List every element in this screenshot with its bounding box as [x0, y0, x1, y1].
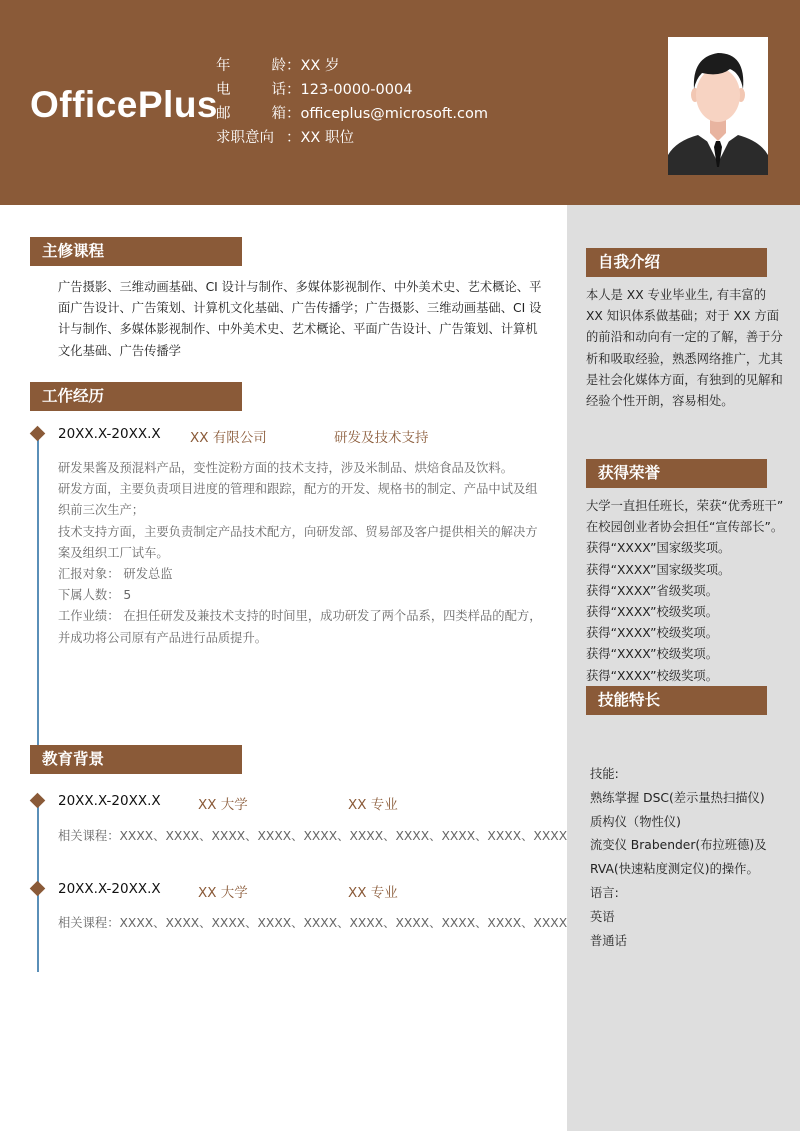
- education-major: XX 专业: [348, 885, 398, 901]
- education-school: XX 大学: [198, 797, 248, 813]
- list-item: 技能:: [590, 767, 619, 781]
- avatar: [668, 37, 768, 175]
- intro-text: 本人是 XX 专业毕业生, 有丰富的 XX 知识体系做基础；对于 XX 方面的前沿和动向有一定的了解，善于分析和吸取经验，熟悉网络推广，尤其是社会化媒体方面，有独到的见解和经验个性开朗，容易相处。: [586, 288, 783, 409]
- list-item: 技术支持方面，主要负责制定产品技术配方，向研发部、贸易部及客户提供相关的解决方案及组织工厂试车。: [58, 524, 538, 560]
- work-timeline: [37, 436, 39, 751]
- list-item: 工作业绩： 在担任研发及兼技术支持的时间里，成功研发了两个品系，四类样品的配方，并成功将公司原有产品进行品质提升。: [58, 609, 542, 645]
- list-item: 获得“XXXX”国家级奖项。: [586, 562, 731, 577]
- list-item: 获得“XXXX”校级奖项。: [586, 605, 719, 620]
- education-courses: 相关课程：XXXX、XXXX、XXXX、XXXX、XXXX、XXXX、XXXX、XXXX、XXXX、XXXX: [58, 916, 568, 930]
- education-title: 教育背景: [30, 745, 242, 774]
- list-item: 下属人数： 5: [58, 588, 132, 603]
- list-item: 研发方面，主要负责项目进度的管理和跟踪，配方的开发、规格书的制定、产品中试及组织前三次生产；: [58, 482, 538, 518]
- info-row-objective: [216, 124, 488, 148]
- diamond-icon: [30, 881, 46, 897]
- honors-list: [586, 496, 784, 687]
- work-period: 20XX.X-20XX.X: [58, 426, 161, 442]
- contact-info: [216, 52, 488, 148]
- honors-title: 获得荣誉: [586, 459, 767, 488]
- list-item: 获得“XXXX”校级奖项。: [586, 668, 719, 683]
- info-label-age: 年 龄: [216, 57, 286, 74]
- info-label-objective: 求职意向: [216, 129, 274, 146]
- diamond-icon: [30, 426, 46, 442]
- list-item: 质构仪（物性仪): [590, 814, 681, 829]
- list-item: 获得“XXXX”国家级奖项。: [586, 541, 731, 556]
- work-position: 研发及技术支持: [334, 430, 429, 446]
- list-item: 语言:: [590, 885, 619, 900]
- skills-list: [590, 763, 780, 953]
- education-school: XX 大学: [198, 885, 248, 901]
- list-item: 熟练掌握 DSC(差示量热扫描仪): [590, 790, 765, 805]
- list-item: 在校园创业者协会担任“宣传部长”。: [586, 520, 784, 535]
- work-description: [58, 458, 546, 649]
- info-value-objective: ：XX 职位: [286, 129, 354, 146]
- education-period: 20XX.X-20XX.X: [58, 881, 161, 897]
- info-label-email: 邮 箱: [216, 105, 286, 122]
- education-major: XX 专业: [348, 797, 398, 813]
- info-value-age: ：XX 岁: [286, 57, 340, 74]
- info-row-email: [216, 100, 488, 124]
- person-icon: [668, 37, 768, 175]
- skills-title: 技能特长: [586, 686, 767, 715]
- list-item: 获得“XXXX”省级奖项。: [586, 583, 719, 598]
- courses-title: 主修课程: [30, 237, 242, 266]
- info-row-phone: [216, 76, 488, 100]
- list-item: 英语: [590, 909, 615, 924]
- info-value-phone: ：123-0000-0004: [286, 81, 413, 98]
- diamond-icon: [30, 793, 46, 809]
- list-item: 普通话: [590, 933, 627, 948]
- list-item: 获得“XXXX”校级奖项。: [586, 626, 719, 641]
- education-period: 20XX.X-20XX.X: [58, 793, 161, 809]
- work-title: 工作经历: [30, 382, 242, 411]
- info-value-email[interactable]: ：officeplus@microsoft.com: [286, 105, 488, 122]
- list-item: 获得“XXXX”校级奖项。: [586, 647, 719, 662]
- education-courses: 相关课程：XXXX、XXXX、XXXX、XXXX、XXXX、XXXX、XXXX、XXXX、XXXX、XXXX: [58, 829, 568, 843]
- info-row-age: [216, 52, 488, 76]
- courses-text: 广告摄影、三维动画基础、CI 设计与制作、多媒体影视制作、中外美术史、艺术概论、平面广告设计、广告策划、计算机文化基础、广告传播学；广告摄影、三维动画基础、CI 设计与制作、多媒体影视制作、中外美术史、艺术概论、平面广告设计、广告策划、计算机文化基础、广告传播学: [58, 280, 542, 358]
- list-item: 流变仪 Brabender(布拉班德)及: [590, 838, 767, 853]
- brand-name: OfficePlus: [30, 84, 218, 125]
- list-item: 研发果酱及预混料产品，变性淀粉方面的技术支持，涉及米制品、烘焙食品及饮料。: [58, 461, 513, 475]
- work-company: XX 有限公司: [190, 430, 267, 446]
- list-item: 大学一直担任班长，荣获“优秀班干”: [586, 499, 784, 513]
- info-label-phone: 电 话: [216, 81, 286, 98]
- list-item: 汇报对象： 研发总监: [58, 567, 173, 582]
- intro-title: 自我介绍: [586, 248, 767, 277]
- list-item: RVA(快速粘度测定仪)的操作。: [590, 862, 759, 877]
